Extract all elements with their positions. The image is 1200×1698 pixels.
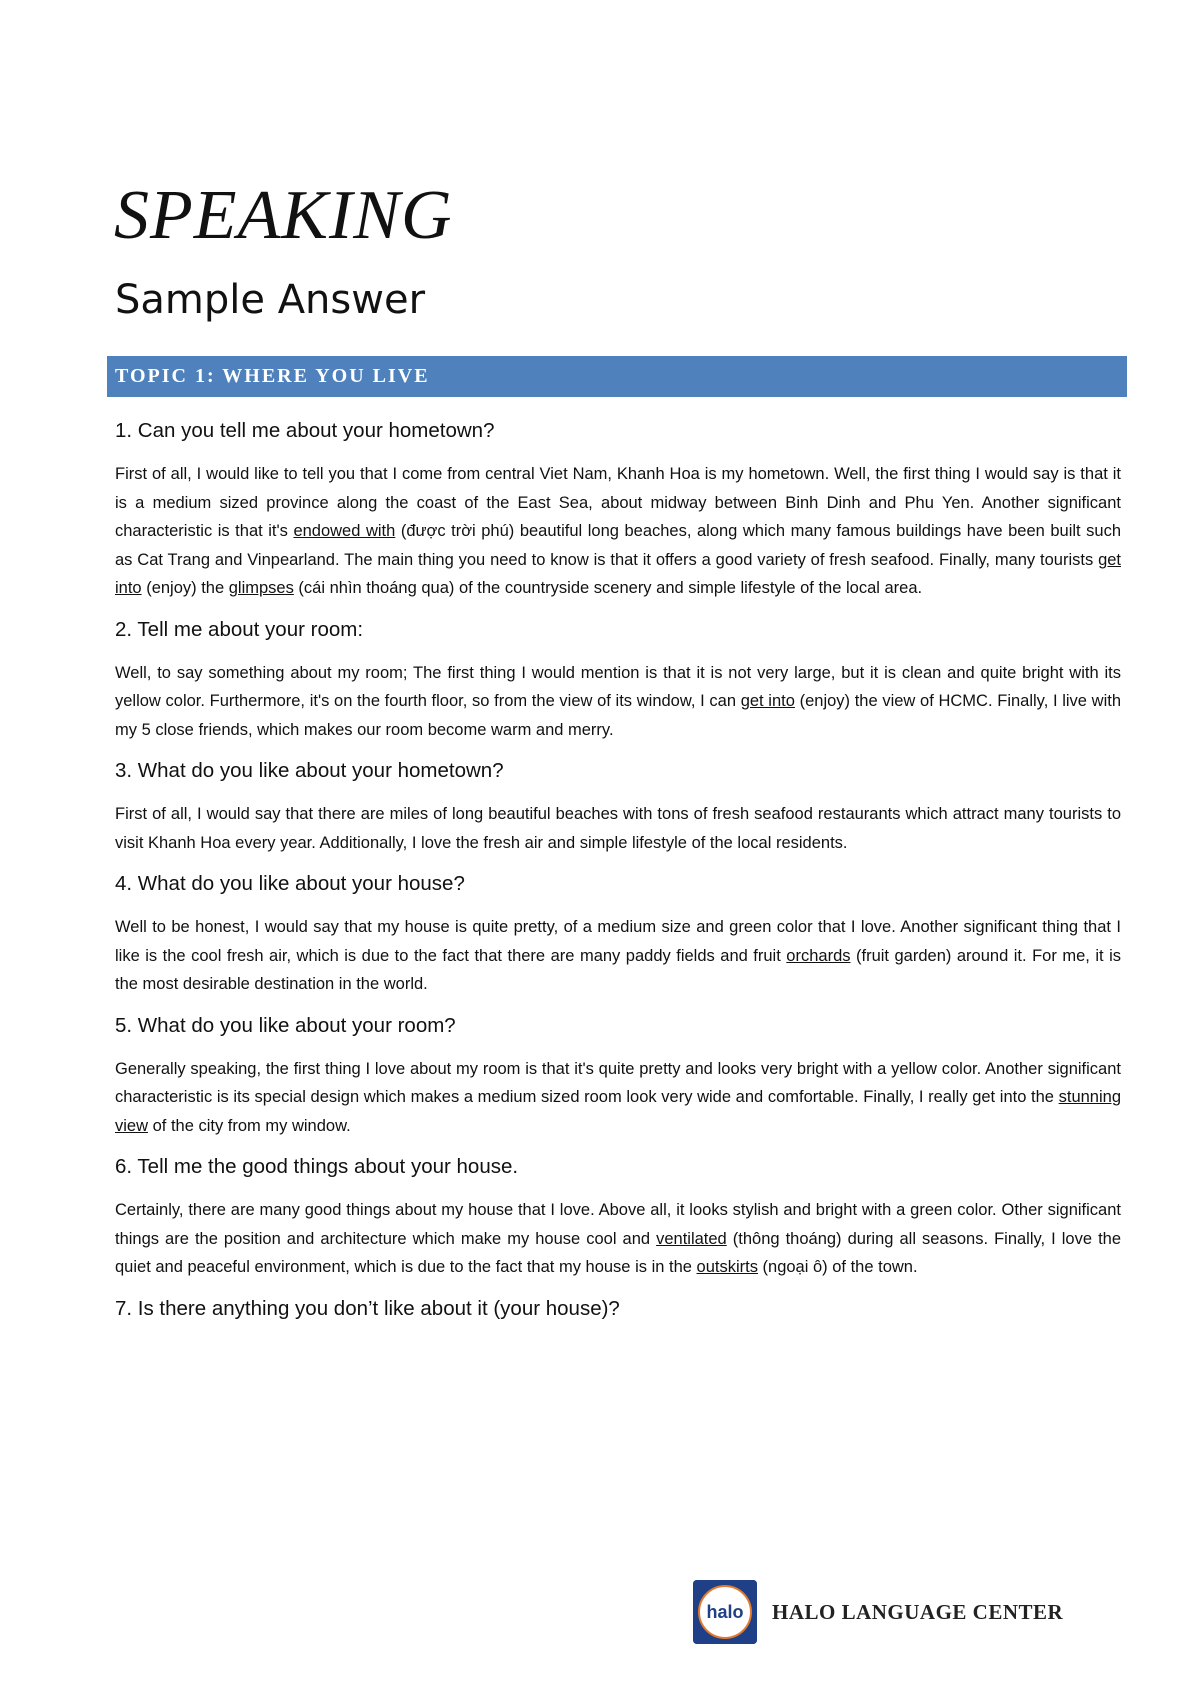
topic-banner: TOPIC 1: WHERE YOU LIVE — [107, 356, 1127, 397]
vocab-term: orchards — [786, 946, 851, 965]
center-name: HALO LANGUAGE CENTER — [772, 1600, 1064, 1624]
answer-text: Generally speaking, the first thing I love about my room is that it's quite pretty and looks very bright with a yellow color. Another significant characteristic is its special design which makes a medium sized room look very wide and comfortable. Finally, I really get into the — [115, 1059, 1121, 1106]
answer-paragraph — [115, 1055, 1121, 1141]
answer-text: Well to be honest, I would say that my house is quite pretty, of a medium size and green color that I love. Another significant thing that I like is the cool fresh air, which is due to the fact that there are many paddy fields and fruit — [115, 918, 1121, 965]
qa-item — [115, 1152, 1121, 1282]
answer-text: (enjoy) the — [141, 579, 229, 597]
vocab-term: outskirts — [696, 1258, 758, 1276]
answer-text: (cái nhìn thoáng qua) of the countryside scenery and simple lifestyle of the local area. — [293, 579, 923, 597]
vocab-term: endowed with — [293, 522, 396, 540]
halo-logo-icon — [693, 1580, 757, 1644]
qa-item — [115, 1011, 1121, 1141]
qa-item — [115, 756, 1121, 857]
qa-item — [115, 869, 1121, 999]
page-title: SPEAKING — [114, 177, 453, 254]
vocab-term: glimpses — [228, 579, 294, 597]
vocab-term: get into — [115, 550, 1121, 597]
answer-paragraph — [115, 913, 1121, 999]
answer-text: First of all, I would say that there are miles of long beautiful beaches with tons of fresh seafood restaurants which attract many tourists to visit Khanh Hoa every year. Additionally, I love the fresh air and simple lifestyle of the local residents. — [115, 805, 1121, 852]
question-heading: 3. What do you like about your hometown? — [115, 759, 504, 782]
answer-text: First of all, I would like to tell you that I come from central Viet Nam, Khanh Hoa is my hometown. Well, the first thing I would say is that it is a medium sized province along the coast of the East Sea, about midway between Binh Dinh and Phu Yen. Another significant characteristic is that it's — [115, 465, 1121, 540]
answer-paragraph — [115, 460, 1121, 603]
qa-list — [115, 416, 1121, 1338]
question-heading: 4. What do you like about your house? — [115, 872, 465, 895]
qa-item — [115, 1294, 1121, 1324]
answer-text: (fruit garden) around it. For me, it is the most desirable destination in the world. — [115, 946, 1121, 993]
answer-paragraph — [115, 800, 1121, 857]
qa-item — [115, 416, 1121, 603]
answer-text: Well, to say something about my room; The first thing I would mention is that it is not very large, but it is clean and quite bright with its yellow color. Furthermore, it's on the fourth floor, so from the view of its window, I can — [115, 663, 1121, 710]
answer-paragraph — [115, 1196, 1121, 1282]
question-heading: 1. Can you tell me about your hometown? — [115, 419, 495, 442]
page-subtitle: Sample Answer — [115, 277, 426, 323]
answer-text: (ngoại ô) of the town. — [757, 1258, 918, 1276]
answer-text: of the city from my window. — [148, 1116, 351, 1135]
answer-text: (được trời phú) beautiful long beaches, along which many famous buildings have been built such as Cat Trang and Vinpearland. The main thing you need to know is that it offers a good variety of fresh seafood. Finally, many tourists — [115, 522, 1122, 569]
question-heading: 5. What do you like about your room? — [115, 1013, 456, 1037]
answer-text: (thông thoáng) during all seasons. Finally, I love the quiet and peaceful environment, which is due to the fact that my house is in the — [115, 1229, 1122, 1276]
qa-item — [115, 615, 1121, 745]
question-heading: 2. Tell me about your room: — [115, 617, 364, 641]
question-heading: 6. Tell me the good things about your house. — [115, 1155, 519, 1178]
vocab-term: get into — [740, 692, 795, 710]
vocab-term: stunning view — [115, 1088, 1121, 1135]
halo-logo-graphic — [693, 1580, 757, 1644]
logo-text: halo — [706, 1602, 744, 1622]
answer-paragraph — [115, 659, 1121, 745]
question-heading: 7. Is there anything you don’t like about it (your house)? — [115, 1296, 620, 1320]
answer-text: Certainly, there are many good things about my house that I love. Above all, it looks stylish and bright with a green color. Other significant things are the position and architecture which make my house cool and — [115, 1201, 1121, 1248]
vocab-term: ventilated — [656, 1229, 727, 1248]
answer-text: (enjoy) the view of HCMC. Finally, I live with my 5 close friends, which makes our room become warm and merry. — [115, 692, 1122, 739]
